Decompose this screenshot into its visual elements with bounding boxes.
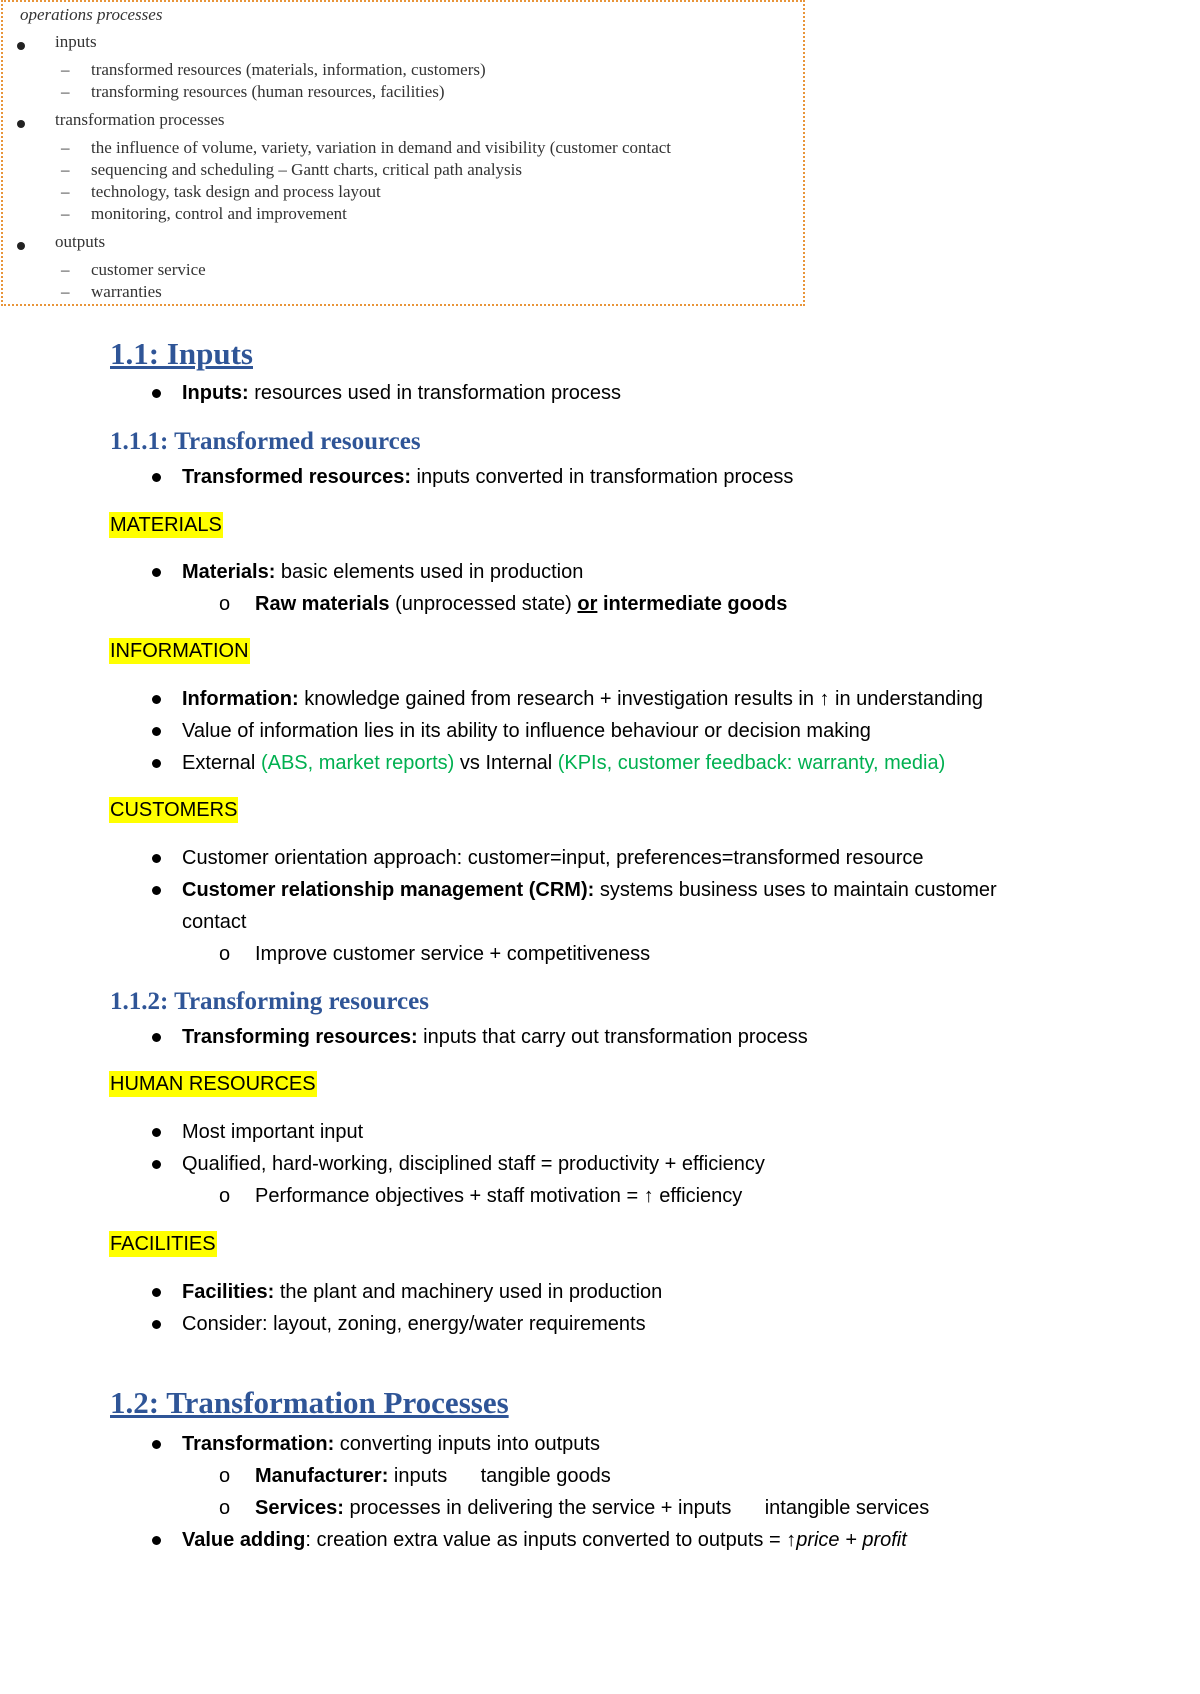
sub-bullet-icon: o <box>219 1465 231 1487</box>
text: Performance objectives + staff motivation = ↑ efficiency <box>255 1185 743 1207</box>
list-item <box>182 1024 808 1050</box>
term: Value adding <box>182 1529 306 1551</box>
term: intermediate goods <box>602 593 788 615</box>
bullet-icon <box>152 1160 161 1169</box>
syllabus-subitem: customer service <box>91 260 206 279</box>
sub-list-item <box>219 1495 930 1521</box>
definition: resources used in transformation process <box>248 382 622 404</box>
definition: : creation extra value as inputs converted to outputs = ↑ <box>305 1529 797 1551</box>
syllabus-subitem: the influence of volume, variety, variation in demand and visibility (customer contact <box>91 138 672 157</box>
bullet-icon <box>152 1320 161 1329</box>
bullet-icon <box>152 1536 161 1545</box>
bullet-icon <box>152 854 161 863</box>
bullet-icon <box>152 886 161 895</box>
text: Consider: layout, zoning, energy/water requirements <box>182 1313 646 1335</box>
syllabus-title: operations processes <box>20 5 163 24</box>
highlight-label-materials: MATERIALS <box>110 514 222 536</box>
list-item <box>182 380 621 406</box>
sub-list-item <box>219 591 788 617</box>
dash-icon: – <box>61 260 70 279</box>
definition: inputs tangible goods <box>388 1465 611 1487</box>
syllabus-item: inputs <box>55 32 97 51</box>
syllabus-subitem: technology, task design and process layout <box>91 182 381 201</box>
term: Manufacturer: <box>255 1465 389 1487</box>
term: Facilities: <box>182 1281 275 1303</box>
list-item <box>182 718 871 744</box>
highlight-label-facilities: FACILITIES <box>110 1233 216 1255</box>
dash-icon: – <box>61 282 70 301</box>
list-item <box>182 686 983 712</box>
text: or <box>577 593 598 615</box>
list-item <box>182 1151 765 1177</box>
section-heading-transformation: 1.2: Transformation Processes <box>110 1385 509 1420</box>
bullet-icon <box>152 568 161 577</box>
term: Customer relationship management (CRM): <box>182 879 595 901</box>
bullet-icon <box>152 1033 161 1042</box>
term: Services: <box>255 1497 344 1519</box>
term: Transforming resources: <box>182 1026 418 1048</box>
dash-icon: – <box>61 160 70 179</box>
list-item <box>182 1527 907 1553</box>
sub-list-item <box>219 941 651 967</box>
text: vs Internal <box>454 752 558 774</box>
term: Information: <box>182 688 299 710</box>
sub-bullet-icon: o <box>219 943 231 965</box>
example-text: (ABS, market reports) <box>260 752 455 774</box>
text: Customer orientation approach: customer=input, preferences=transformed resource <box>182 847 924 869</box>
syllabus-subitem: monitoring, control and improvement <box>91 204 347 223</box>
sub-bullet-icon: o <box>219 1497 231 1519</box>
sub-list-item <box>219 1463 611 1489</box>
bullet-icon <box>152 695 161 704</box>
text: Most important input <box>182 1121 364 1143</box>
text: Value of information lies in its ability to influence behaviour or decision making <box>182 720 871 742</box>
bullet-icon <box>152 473 161 482</box>
syllabus-subitem: warranties <box>91 282 162 301</box>
section-heading-inputs: 1.1: Inputs <box>110 336 253 371</box>
list-item <box>182 1311 646 1337</box>
list-item <box>182 1279 662 1305</box>
list-item <box>182 1119 363 1145</box>
term: Transformed resources: <box>182 466 411 488</box>
list-item <box>182 559 583 585</box>
bullet-icon <box>17 242 25 250</box>
bullet-icon <box>152 727 161 736</box>
list-item-continuation: contact <box>182 911 247 933</box>
text: Improve customer service + competitiveness <box>255 943 651 965</box>
highlight-label-information: INFORMATION <box>110 640 249 662</box>
definition: processes in delivering the service + inputs intangible services <box>343 1497 930 1519</box>
dash-icon: – <box>61 182 70 201</box>
sub-bullet-icon: o <box>219 593 231 615</box>
definition: basic elements used in production <box>275 561 584 583</box>
list-item <box>182 877 997 903</box>
list-item <box>182 464 793 490</box>
bullet-icon <box>152 1128 161 1137</box>
sub-list-item <box>219 1183 743 1209</box>
definition: converting inputs into outputs <box>334 1433 600 1455</box>
syllabus-subitem: transformed resources (materials, information, customers) <box>91 60 486 79</box>
bullet-icon <box>17 42 25 50</box>
highlight-label-human-resources: HUMAN RESOURCES <box>110 1073 316 1095</box>
definition: inputs that carry out transformation process <box>417 1026 808 1048</box>
highlight-label-customers: CUSTOMERS <box>110 799 238 821</box>
italic-text: price + profit <box>796 1529 907 1551</box>
dash-icon: – <box>61 204 70 223</box>
bullet-icon <box>152 759 161 768</box>
syllabus-box <box>1 0 805 306</box>
sub-bullet-icon: o <box>219 1185 231 1207</box>
definition: inputs converted in transformation process <box>410 466 794 488</box>
text: External <box>182 752 261 774</box>
term: Materials: <box>182 561 276 583</box>
term: Inputs: <box>182 382 249 404</box>
definition: knowledge gained from research + investigation results in ↑ in understanding <box>298 688 983 710</box>
example-text: (KPIs, customer feedback: warranty, media) <box>557 752 946 774</box>
text: (unprocessed state) <box>389 593 578 615</box>
definition: systems business uses to maintain customer <box>594 879 997 901</box>
syllabus-item: transformation processes <box>55 110 225 129</box>
definition: the plant and machinery used in production <box>274 1281 663 1303</box>
syllabus-subitem: sequencing and scheduling – Gantt charts, critical path analysis <box>91 160 523 179</box>
term: Transformation: <box>182 1433 335 1455</box>
bullet-icon <box>17 120 25 128</box>
syllabus-item: outputs <box>55 232 106 251</box>
term: Raw materials <box>255 593 390 615</box>
dash-icon: – <box>61 60 70 79</box>
list-item <box>182 750 945 776</box>
subsection-heading-transforming: 1.1.2: Transforming resources <box>110 988 429 1015</box>
list-item <box>182 1431 600 1457</box>
list-item <box>182 845 924 871</box>
dash-icon: – <box>61 82 70 101</box>
bullet-icon <box>152 389 161 398</box>
dash-icon: – <box>61 138 70 157</box>
subsection-heading-transformed: 1.1.1: Transformed resources <box>110 428 421 455</box>
syllabus-subitem: transforming resources (human resources, facilities) <box>91 82 445 101</box>
bullet-icon <box>152 1288 161 1297</box>
bullet-icon <box>152 1440 161 1449</box>
text: Qualified, hard-working, disciplined staff = productivity + efficiency <box>182 1153 765 1175</box>
